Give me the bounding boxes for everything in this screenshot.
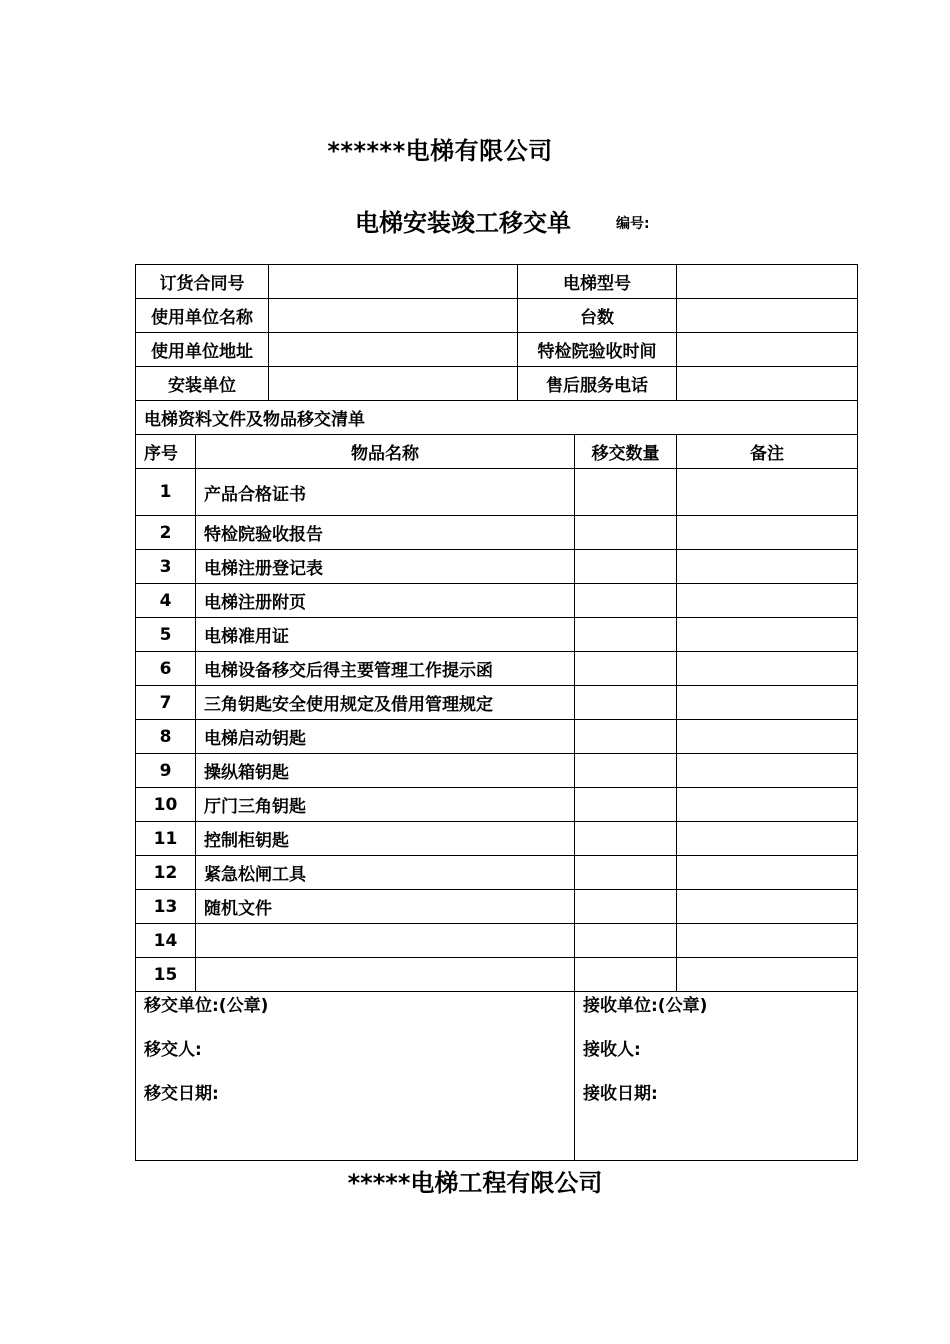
item-no: 11 [136, 822, 196, 856]
item-name[interactable] [196, 958, 575, 992]
column-header-no: 序号 [136, 435, 196, 469]
quantity-value[interactable] [677, 299, 858, 333]
table-row [136, 652, 858, 686]
quantity-label: 台数 [518, 299, 677, 333]
item-no: 5 [136, 618, 196, 652]
item-quantity[interactable] [575, 924, 677, 958]
item-name: 电梯注册附页 [196, 584, 575, 618]
table-row [136, 754, 858, 788]
item-quantity[interactable] [575, 720, 677, 754]
item-name: 厅门三角钥匙 [196, 788, 575, 822]
item-no: 3 [136, 550, 196, 584]
inspection-time-label: 特检院验收时间 [518, 333, 677, 367]
item-no: 10 [136, 788, 196, 822]
item-remarks[interactable] [677, 958, 858, 992]
table-row [136, 584, 858, 618]
item-no: 13 [136, 890, 196, 924]
handover-section[interactable] [136, 992, 575, 1161]
item-quantity[interactable] [575, 822, 677, 856]
service-phone-label: 售后服务电话 [518, 367, 677, 401]
item-name: 紧急松闸工具 [196, 856, 575, 890]
table-row [136, 890, 858, 924]
item-no: 14 [136, 924, 196, 958]
user-name-value[interactable] [269, 299, 518, 333]
item-quantity[interactable] [575, 788, 677, 822]
item-name: 电梯启动钥匙 [196, 720, 575, 754]
elevator-model-value[interactable] [677, 265, 858, 299]
item-no: 7 [136, 686, 196, 720]
item-remarks[interactable] [677, 856, 858, 890]
item-quantity[interactable] [575, 516, 677, 550]
item-quantity[interactable] [575, 652, 677, 686]
item-name: 三角钥匙安全使用规定及借用管理规定 [196, 686, 575, 720]
info-row [136, 299, 858, 333]
elevator-model-label: 电梯型号 [518, 265, 677, 299]
item-no: 2 [136, 516, 196, 550]
column-header-quantity: 移交数量 [575, 435, 677, 469]
receive-person-label: 接收人: [583, 1040, 641, 1060]
service-phone-value[interactable] [677, 367, 858, 401]
item-name: 随机文件 [196, 890, 575, 924]
table-row [136, 958, 858, 992]
table-row [136, 822, 858, 856]
user-address-value[interactable] [269, 333, 518, 367]
item-no: 4 [136, 584, 196, 618]
signoff-row [136, 992, 858, 1161]
item-quantity[interactable] [575, 618, 677, 652]
item-no: 1 [136, 469, 196, 516]
item-quantity[interactable] [575, 469, 677, 516]
item-remarks[interactable] [677, 469, 858, 516]
item-name: 电梯注册登记表 [196, 550, 575, 584]
document-number-label: 编号: [616, 216, 650, 232]
item-name: 特检院验收报告 [196, 516, 575, 550]
item-remarks[interactable] [677, 516, 858, 550]
table-row [136, 788, 858, 822]
item-no: 15 [136, 958, 196, 992]
table-row [136, 469, 858, 516]
item-name[interactable] [196, 924, 575, 958]
item-remarks[interactable] [677, 822, 858, 856]
item-no: 6 [136, 652, 196, 686]
item-remarks[interactable] [677, 652, 858, 686]
company-name-footer: *****电梯工程有限公司 [347, 1169, 603, 1197]
item-remarks[interactable] [677, 618, 858, 652]
item-quantity[interactable] [575, 856, 677, 890]
item-quantity[interactable] [575, 958, 677, 992]
table-row [136, 516, 858, 550]
item-remarks[interactable] [677, 550, 858, 584]
installer-label: 安装单位 [136, 367, 269, 401]
item-name: 操纵箱钥匙 [196, 754, 575, 788]
contract-no-value[interactable] [269, 265, 518, 299]
receive-section[interactable] [575, 992, 858, 1161]
contract-no-label: 订货合同号 [136, 265, 269, 299]
receive-date-label: 接收日期: [583, 1084, 658, 1104]
receive-unit-label: 接收单位:(公章) [583, 996, 708, 1016]
item-remarks[interactable] [677, 754, 858, 788]
list-header-row [136, 435, 858, 469]
item-remarks[interactable] [677, 584, 858, 618]
installer-value[interactable] [269, 367, 518, 401]
column-header-remarks: 备注 [677, 435, 858, 469]
item-no: 12 [136, 856, 196, 890]
column-header-item-name: 物品名称 [196, 435, 575, 469]
item-quantity[interactable] [575, 890, 677, 924]
item-remarks[interactable] [677, 890, 858, 924]
document-title: 电梯安装竣工移交单 [355, 209, 571, 237]
handover-date-label: 移交日期: [144, 1084, 219, 1104]
table-row [136, 924, 858, 958]
info-row [136, 265, 858, 299]
table-row [136, 856, 858, 890]
item-remarks[interactable] [677, 924, 858, 958]
table-row [136, 618, 858, 652]
user-name-label: 使用单位名称 [136, 299, 269, 333]
handover-unit-label: 移交单位:(公章) [144, 996, 269, 1016]
user-address-label: 使用单位地址 [136, 333, 269, 367]
item-name: 控制柜钥匙 [196, 822, 575, 856]
item-quantity[interactable] [575, 550, 677, 584]
item-remarks[interactable] [677, 788, 858, 822]
list-section-title: 电梯资料文件及物品移交清单 [136, 401, 858, 435]
table-row [136, 720, 858, 754]
handover-person-label: 移交人: [144, 1040, 202, 1060]
handover-form-table [135, 264, 858, 1161]
item-quantity[interactable] [575, 686, 677, 720]
item-remarks[interactable] [677, 720, 858, 754]
inspection-time-value[interactable] [677, 333, 858, 367]
item-no: 9 [136, 754, 196, 788]
item-name: 电梯设备移交后得主要管理工作提示函 [196, 652, 575, 686]
item-quantity[interactable] [575, 754, 677, 788]
item-name: 产品合格证书 [196, 469, 575, 516]
company-name-header: ******电梯有限公司 [327, 137, 553, 165]
item-name: 电梯准用证 [196, 618, 575, 652]
table-row [136, 686, 858, 720]
info-row [136, 367, 858, 401]
info-row [136, 333, 858, 367]
table-row [136, 550, 858, 584]
item-no: 8 [136, 720, 196, 754]
item-quantity[interactable] [575, 584, 677, 618]
list-section-row [136, 401, 858, 435]
item-remarks[interactable] [677, 686, 858, 720]
